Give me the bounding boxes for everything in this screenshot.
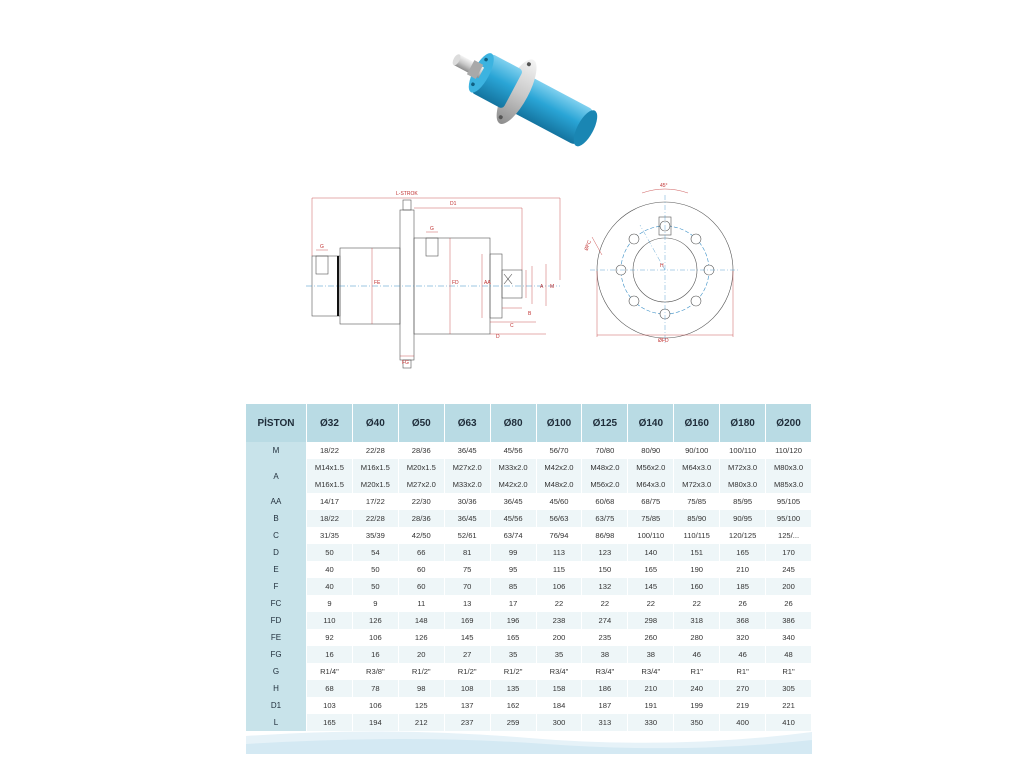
table-cell: 340 [766, 629, 812, 646]
label-m: M [550, 284, 555, 290]
label-angle: 45° [660, 183, 668, 189]
table-cell: R1/2" [490, 663, 536, 680]
table-row [246, 442, 812, 459]
table-row [246, 663, 812, 680]
table-cell: 350 [674, 714, 720, 731]
table-cell: 70 [444, 578, 490, 595]
table-cell: 330 [628, 714, 674, 731]
table-cell: 22 [536, 595, 582, 612]
table-cell: M33x2.0 [490, 459, 536, 476]
table-cell: 56/70 [536, 442, 582, 459]
table-cell: 110 [307, 612, 353, 629]
front-view-drawing [580, 175, 750, 345]
table-cell: 110/120 [766, 442, 812, 459]
table-cell: 313 [582, 714, 628, 731]
row-label: A [246, 459, 307, 493]
table-cell: R1" [720, 663, 766, 680]
table-cell: 52/61 [444, 527, 490, 544]
table-cell: 86/98 [582, 527, 628, 544]
table-cell: 200 [766, 578, 812, 595]
table-cell: 150 [582, 561, 628, 578]
bore-header: Ø50 [398, 404, 444, 442]
side-view-drawing [300, 180, 570, 370]
table-cell: 9 [307, 595, 353, 612]
table-cell: 85/95 [720, 493, 766, 510]
table-cell: 103 [307, 697, 353, 714]
table-cell: M16x1.5 [307, 476, 353, 493]
table-cell: 219 [720, 697, 766, 714]
table-cell: 126 [352, 612, 398, 629]
table-cell: 148 [398, 612, 444, 629]
table-cell: 95/105 [766, 493, 812, 510]
table-cell: 78 [352, 680, 398, 697]
table-row [246, 680, 812, 697]
label-d: D [496, 334, 500, 340]
table-cell: 270 [720, 680, 766, 697]
table-cell: 22/28 [352, 510, 398, 527]
table-cell: 90/95 [720, 510, 766, 527]
table-cell: M14x1.5 [307, 459, 353, 476]
table-cell: 16 [352, 646, 398, 663]
row-label: F [246, 578, 307, 595]
table-row [246, 697, 812, 714]
table-cell: 113 [536, 544, 582, 561]
table-cell: 185 [720, 578, 766, 595]
table-cell: 126 [398, 629, 444, 646]
table-cell: 45/56 [490, 442, 536, 459]
table-cell: 45/56 [490, 510, 536, 527]
table-cell: 100/110 [628, 527, 674, 544]
table-cell: 16 [307, 646, 353, 663]
table-cell: 26 [720, 595, 766, 612]
table-cell: 40 [307, 561, 353, 578]
table-cell: 38 [628, 646, 674, 663]
table-cell: R3/4" [628, 663, 674, 680]
row-label: D [246, 544, 307, 561]
table-cell: M72x3.0 [720, 459, 766, 476]
table-row [246, 578, 812, 595]
table-cell: 191 [628, 697, 674, 714]
table-cell: 20 [398, 646, 444, 663]
table-cell: 26 [766, 595, 812, 612]
table-cell: R3/4" [582, 663, 628, 680]
table-cell: R1/2" [398, 663, 444, 680]
label-g-rear: G [320, 244, 324, 250]
table-cell: 210 [720, 561, 766, 578]
table-cell: 145 [444, 629, 490, 646]
table-cell: 48 [766, 646, 812, 663]
table-cell: 14/17 [307, 493, 353, 510]
table-cell: 30/36 [444, 493, 490, 510]
table-cell: 95 [490, 561, 536, 578]
row-label: L [246, 714, 307, 731]
table-cell: 85/90 [674, 510, 720, 527]
table-body [246, 442, 812, 731]
table-cell: R3/4" [536, 663, 582, 680]
bore-header: Ø125 [582, 404, 628, 442]
table-cell: 27 [444, 646, 490, 663]
table-cell: 100/110 [720, 442, 766, 459]
table-cell: 151 [674, 544, 720, 561]
label-fe: FE [374, 280, 381, 286]
row-label: FC [246, 595, 307, 612]
table-cell: M20x1.5 [398, 459, 444, 476]
table-cell: 17/22 [352, 493, 398, 510]
table-cell: 60 [398, 561, 444, 578]
table-row [246, 544, 812, 561]
table-cell: 106 [352, 629, 398, 646]
table-row [246, 612, 812, 629]
table-cell: 54 [352, 544, 398, 561]
table-cell: M72x3.0 [674, 476, 720, 493]
table-cell: M33x2.0 [444, 476, 490, 493]
table-cell: 190 [674, 561, 720, 578]
table-cell: 35 [490, 646, 536, 663]
row-label: FE [246, 629, 307, 646]
table-cell: 95/100 [766, 510, 812, 527]
row-label: M [246, 442, 307, 459]
table-cell: 238 [536, 612, 582, 629]
table-cell: 200 [536, 629, 582, 646]
table-cell: 170 [766, 544, 812, 561]
dimension-table-container [246, 404, 812, 731]
table-cell: 22/28 [352, 442, 398, 459]
table-row [246, 493, 812, 510]
table-cell: 22 [582, 595, 628, 612]
table-cell: 22/30 [398, 493, 444, 510]
label-a: A [540, 284, 544, 290]
table-cell: M16x1.5 [352, 459, 398, 476]
table-cell: 35/39 [352, 527, 398, 544]
table-cell: 60/68 [582, 493, 628, 510]
bore-header: Ø160 [674, 404, 720, 442]
table-cell: 68 [307, 680, 353, 697]
table-cell: 260 [628, 629, 674, 646]
label-fd: FD [452, 280, 459, 286]
piston-header: PİSTON [246, 404, 307, 442]
label-b: B [528, 311, 532, 317]
table-cell: 320 [720, 629, 766, 646]
table-cell: 92 [307, 629, 353, 646]
table-cell: 145 [628, 578, 674, 595]
table-header-row [246, 404, 812, 442]
label-c: C [510, 323, 514, 329]
table-cell: 115 [536, 561, 582, 578]
table-cell: 106 [536, 578, 582, 595]
table-cell: 165 [720, 544, 766, 561]
table-cell: 169 [444, 612, 490, 629]
table-cell: M64x3.0 [628, 476, 674, 493]
label-fg: FG [402, 360, 409, 366]
bore-header: Ø80 [490, 404, 536, 442]
bore-header: Ø100 [536, 404, 582, 442]
row-label: FG [246, 646, 307, 663]
row-label: E [246, 561, 307, 578]
row-label: C [246, 527, 307, 544]
table-cell: 38 [582, 646, 628, 663]
table-cell: 50 [307, 544, 353, 561]
table-cell: 158 [536, 680, 582, 697]
table-cell: R3/8" [352, 663, 398, 680]
table-cell: 17 [490, 595, 536, 612]
table-cell: 123 [582, 544, 628, 561]
table-cell: 386 [766, 612, 812, 629]
table-cell: 125/... [766, 527, 812, 544]
table-cell: 98 [398, 680, 444, 697]
table-cell: 237 [444, 714, 490, 731]
table-cell: R1" [674, 663, 720, 680]
table-cell: 187 [582, 697, 628, 714]
table-row [246, 527, 812, 544]
table-cell: 99 [490, 544, 536, 561]
table-cell: 75 [444, 561, 490, 578]
table-row [246, 646, 812, 663]
table-cell: 36/45 [444, 510, 490, 527]
table-cell: 140 [628, 544, 674, 561]
table-cell: 132 [582, 578, 628, 595]
table-cell: 56/63 [536, 510, 582, 527]
table-cell: 280 [674, 629, 720, 646]
table-cell: 196 [490, 612, 536, 629]
label-g-front: G [430, 226, 434, 232]
table-cell: 210 [628, 680, 674, 697]
table-cell: M56x2.0 [582, 476, 628, 493]
row-label: H [246, 680, 307, 697]
table-cell: 300 [536, 714, 582, 731]
table-cell: 22 [674, 595, 720, 612]
table-cell: 63/75 [582, 510, 628, 527]
table-cell: 165 [307, 714, 353, 731]
table-cell: 410 [766, 714, 812, 731]
table-cell: 28/36 [398, 510, 444, 527]
table-cell: 235 [582, 629, 628, 646]
table-cell: R1/4" [307, 663, 353, 680]
bore-header: Ø140 [628, 404, 674, 442]
bore-header: Ø63 [444, 404, 490, 442]
table-cell: 42/50 [398, 527, 444, 544]
table-cell: 137 [444, 697, 490, 714]
table-cell: 318 [674, 612, 720, 629]
table-cell: M27x2.0 [444, 459, 490, 476]
table-cell: 35 [536, 646, 582, 663]
table-cell: R1" [766, 663, 812, 680]
table-cell: M27x2.0 [398, 476, 444, 493]
table-cell: 36/45 [490, 493, 536, 510]
table-cell: 245 [766, 561, 812, 578]
table-cell: M56x2.0 [628, 459, 674, 476]
table-cell: 135 [490, 680, 536, 697]
table-cell: 221 [766, 697, 812, 714]
table-cell: 85 [490, 578, 536, 595]
table-cell: 165 [628, 561, 674, 578]
table-cell: 75/85 [674, 493, 720, 510]
table-cell: 305 [766, 680, 812, 697]
table-cell: M85x3.0 [766, 476, 812, 493]
table-cell: 125 [398, 697, 444, 714]
cylinder-product-image [440, 38, 610, 153]
table-cell: 18/22 [307, 442, 353, 459]
table-cell: 80/90 [628, 442, 674, 459]
label-aa: AA [484, 280, 491, 286]
table-cell: 63/74 [490, 527, 536, 544]
table-cell: 184 [536, 697, 582, 714]
table-cell: 368 [720, 612, 766, 629]
table-cell: 76/94 [536, 527, 582, 544]
table-cell: 274 [582, 612, 628, 629]
table-cell: M42x2.0 [536, 459, 582, 476]
bore-header: Ø32 [307, 404, 353, 442]
table-cell: 186 [582, 680, 628, 697]
table-cell: 81 [444, 544, 490, 561]
table-cell: 108 [444, 680, 490, 697]
row-label: B [246, 510, 307, 527]
table-cell: M48x2.0 [536, 476, 582, 493]
table-cell: 60 [398, 578, 444, 595]
table-cell: 45/60 [536, 493, 582, 510]
table-cell: 11 [398, 595, 444, 612]
row-label: D1 [246, 697, 307, 714]
table-cell: 50 [352, 578, 398, 595]
table-cell: 120/125 [720, 527, 766, 544]
row-label: FD [246, 612, 307, 629]
row-label: AA [246, 493, 307, 510]
table-cell: 298 [628, 612, 674, 629]
table-cell: 46 [720, 646, 766, 663]
bore-header: Ø200 [766, 404, 812, 442]
dimension-table [246, 404, 812, 731]
table-cell: 212 [398, 714, 444, 731]
table-cell: 400 [720, 714, 766, 731]
bore-header: Ø40 [352, 404, 398, 442]
table-cell: 36/45 [444, 442, 490, 459]
table-cell: 199 [674, 697, 720, 714]
table-cell: 165 [490, 629, 536, 646]
table-cell: 22 [628, 595, 674, 612]
table-cell: 75/85 [628, 510, 674, 527]
table-cell: 259 [490, 714, 536, 731]
label-fo: ØFD [658, 338, 669, 344]
table-cell: 106 [352, 697, 398, 714]
table-row [246, 476, 812, 493]
table-cell: 66 [398, 544, 444, 561]
table-cell: 13 [444, 595, 490, 612]
table-row [246, 561, 812, 578]
table-cell: 194 [352, 714, 398, 731]
table-cell: 240 [674, 680, 720, 697]
label-d1: D1 [450, 201, 457, 207]
table-cell: 9 [352, 595, 398, 612]
table-row [246, 510, 812, 527]
table-cell: M80x3.0 [766, 459, 812, 476]
table-cell: 46 [674, 646, 720, 663]
table-cell: 162 [490, 697, 536, 714]
table-cell: M80x3.0 [720, 476, 766, 493]
table-row [246, 595, 812, 612]
table-cell: M20x1.5 [352, 476, 398, 493]
table-cell: 40 [307, 578, 353, 595]
decorative-wave [246, 726, 812, 754]
row-label: G [246, 663, 307, 680]
table-cell: M48x2.0 [582, 459, 628, 476]
table-cell: 70/80 [582, 442, 628, 459]
table-cell: 50 [352, 561, 398, 578]
table-row [246, 629, 812, 646]
table-cell: 28/36 [398, 442, 444, 459]
label-l-strok: L-STROK [396, 191, 418, 197]
table-cell: 90/100 [674, 442, 720, 459]
table-cell: R1/2" [444, 663, 490, 680]
table-cell: 31/35 [307, 527, 353, 544]
table-cell: M64x3.0 [674, 459, 720, 476]
table-cell: 18/22 [307, 510, 353, 527]
table-row [246, 459, 812, 476]
table-cell: 110/115 [674, 527, 720, 544]
table-cell: 68/75 [628, 493, 674, 510]
label-h: H [660, 263, 664, 269]
table-cell: 160 [674, 578, 720, 595]
label-fc: ØFC [583, 239, 593, 252]
table-cell: M42x2.0 [490, 476, 536, 493]
bore-header: Ø180 [720, 404, 766, 442]
